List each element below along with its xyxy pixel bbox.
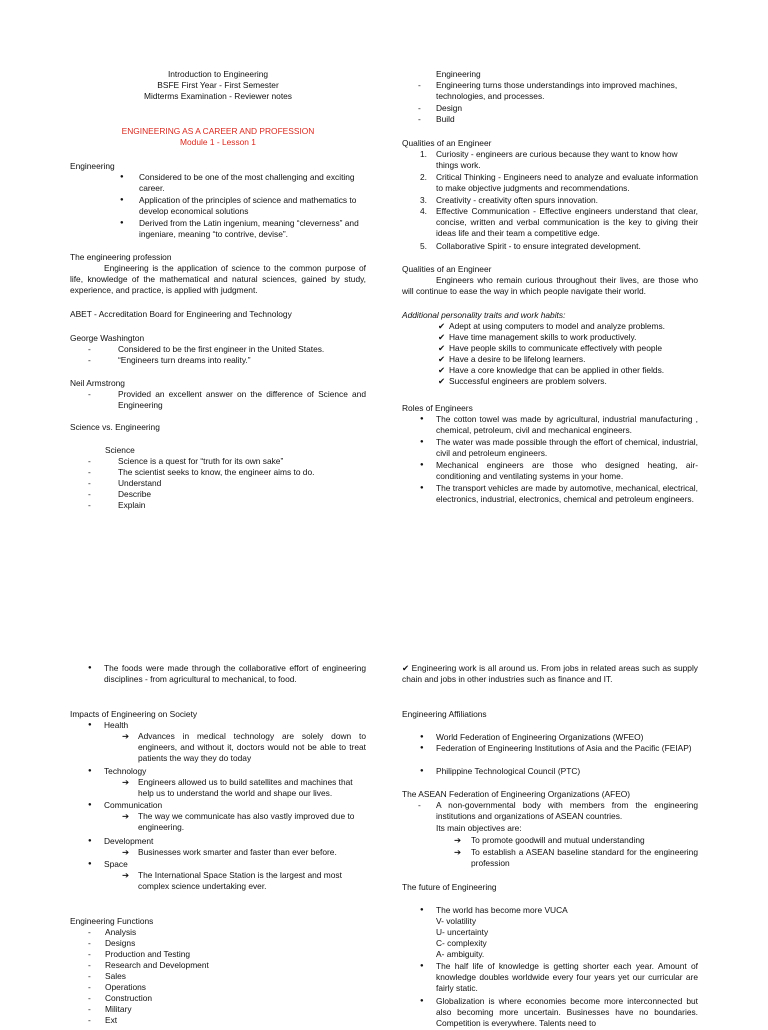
- section-heading-afeo: The ASEAN Federation of Engineering Organizations (AFEO): [402, 789, 631, 799]
- bullet-icon: ●: [120, 174, 124, 180]
- doc-title-line: Introduction to Engineering: [167, 69, 269, 79]
- arrow-icon: ➔: [122, 847, 130, 857]
- list-item: ➔ Advances in medical technology are solely down to engineers, and without it, doctors would not be able to treat patients the way they do today: [122, 731, 366, 764]
- list-item: ● The cotton towel was made by agricultural, industrial manufacturing , chemical, petroleum, civil and mechanical engineers.: [420, 414, 698, 436]
- checkmark-icon: ✔: [438, 332, 446, 342]
- list-item: ● The water was made possible through the effort of chemical, industrial, civil and petroleum engineers.: [420, 437, 698, 459]
- list-item: - A non-governmental body with members from the engineering institutions and organizations of ASEAN countries.: [418, 800, 698, 822]
- checkmark-icon: ✔: [438, 321, 446, 331]
- list-item: - Construction: [88, 993, 153, 1003]
- list-item: ● Technology: [88, 766, 147, 776]
- list-item: ● Communication: [88, 800, 163, 810]
- bullet-icon: ●: [420, 768, 424, 774]
- science-label: Science: [105, 445, 135, 455]
- bullet-icon: ●: [420, 907, 424, 913]
- bullet-icon: ●: [420, 745, 424, 751]
- list-item: - “Engineers turn dreams into reality.”: [88, 355, 251, 365]
- arrow-icon: ➔: [454, 835, 462, 845]
- arrow-icon: ➔: [122, 870, 130, 880]
- doc-title-line: Midterms Examination - Reviewer notes: [143, 91, 292, 101]
- bullet-icon: ●: [88, 861, 92, 867]
- list-item: ● Philippine Technological Council (PTC): [420, 766, 581, 776]
- list-item: ● Globalization is where economies become more interconnected but also becoming more uncertain. Businesses have no boundaries. Competition is everywhere. Talents need to: [420, 996, 698, 1029]
- list-number: 3.: [420, 195, 427, 205]
- bullet-icon: ●: [420, 734, 424, 740]
- dash-icon: -: [88, 927, 91, 937]
- arrow-icon: ➔: [454, 847, 462, 857]
- list-number: 4.: [420, 206, 427, 216]
- dash-icon: -: [88, 489, 91, 499]
- section-heading-roles: Roles of Engineers: [402, 403, 473, 413]
- checkmark-icon: ✔: [402, 663, 410, 673]
- doc-title-line: BSFE First Year - First Semester: [157, 80, 279, 90]
- bullet-icon: ●: [88, 665, 92, 671]
- module-heading: Module 1 - Lesson 1: [180, 137, 256, 147]
- list-item: - Explain: [88, 500, 146, 510]
- list-item: - Designs: [88, 938, 136, 948]
- afeo-objectives-intro: Its main objectives are:: [436, 823, 522, 833]
- section-heading-qualities: Qualities of an Engineer: [402, 138, 492, 148]
- list-item: - Design: [418, 103, 463, 113]
- list-item: - Describe: [88, 489, 152, 499]
- vuca-line: C- complexity: [436, 938, 487, 948]
- list-item: ➔ To promote goodwill and mutual understanding: [454, 835, 645, 845]
- work-paragraph: ✔ Engineering work is all around us. From jobs in related areas such as supply chain and jobs in other industries such as finance and IT.: [402, 663, 698, 685]
- dash-icon: -: [88, 1015, 91, 1025]
- dash-icon: -: [88, 1004, 91, 1014]
- bullet-icon: ●: [120, 220, 124, 226]
- list-number: 2.: [420, 172, 427, 182]
- abet-line: ABET - Accreditation Board for Engineering and Technology: [70, 309, 292, 319]
- list-item: ● The foods were made through the collaborative effort of engineering disciplines - from agricultural to mechanical, to food.: [88, 663, 366, 685]
- bottom-left-column: [70, 660, 366, 1024]
- list-item: ● Health: [88, 720, 129, 730]
- list-item: ➔ Businesses work smarter and faster than ever before.: [122, 847, 337, 857]
- section-heading-affiliations: Engineering Affiliations: [402, 709, 487, 719]
- list-item: ● The half life of knowledge is getting shorter each year. Amount of knowledge doubles worldwide every four years yet our curricular are fairly static.: [420, 961, 698, 994]
- list-item: ● The transport vehicles are made by automotive, mechanical, electrical, electronics, industrial, electronics, chemical and petroleum engineers.: [420, 483, 698, 505]
- list-item: - Science is a quest for “truth for its own sake”: [88, 456, 284, 466]
- list-item: 4. Effective Communication - Effective engineers understand that clear, concise, written and verbal communication is the key to giving their ideas life and their team a competitive edge.: [420, 206, 698, 239]
- list-item: 1. Curiosity - engineers are curious because they want to know how things work.: [420, 149, 678, 171]
- bullet-icon: ●: [420, 485, 424, 491]
- bullet-icon: ●: [88, 838, 92, 844]
- dash-icon: -: [418, 114, 421, 124]
- vuca-line: U- uncertainty: [436, 927, 489, 937]
- bullet-icon: ●: [420, 416, 424, 422]
- list-item: - Ext: [88, 1015, 118, 1025]
- list-item: ● Federation of Engineering Institutions of Asia and the Pacific (FEIAP): [420, 743, 692, 753]
- bullet-icon: ●: [88, 722, 92, 728]
- bullet-icon: ●: [420, 963, 424, 969]
- bottom-right-column: [402, 660, 698, 1029]
- dash-icon: -: [88, 456, 91, 466]
- list-item: - Understand: [88, 478, 162, 488]
- section-heading-washington: George Washington: [70, 333, 145, 343]
- list-item: 3. Creativity - creativity often spurs innovation.: [420, 195, 598, 205]
- list-item: ✔ Successful engineers are problem solvers.: [438, 376, 607, 386]
- list-item: 2. Critical Thinking - Engineers need to analyze and evaluate information to make objective judgments and recommendations.: [420, 172, 698, 194]
- section-heading-profession: The engineering profession: [70, 252, 172, 262]
- dash-icon: -: [88, 389, 91, 399]
- list-item: ● Application of the principles of science and mathematics to develop economical solutions: [120, 195, 357, 217]
- list-item: - Engineering turns those understandings into improved machines, technologies, and processes.: [418, 80, 678, 102]
- bullet-icon: ●: [420, 439, 424, 445]
- list-item: - Operations: [88, 982, 146, 992]
- bullet-icon: ●: [88, 802, 92, 808]
- list-item: - Research and Development: [88, 960, 209, 970]
- vuca-line: V- volatility: [436, 916, 477, 926]
- arrow-icon: ➔: [122, 777, 130, 787]
- list-item: - The scientist seeks to know, the engineer aims to do.: [88, 467, 315, 477]
- list-item: - Military: [88, 1004, 132, 1014]
- dash-icon: -: [88, 500, 91, 510]
- arrow-icon: ➔: [122, 731, 130, 741]
- dash-icon: -: [88, 949, 91, 959]
- module-heading: ENGINEERING AS A CAREER AND PROFESSION: [121, 126, 315, 136]
- dash-icon: -: [88, 355, 91, 365]
- list-item: ● Space: [88, 859, 128, 869]
- list-item: ● The world has become more VUCA: [420, 905, 568, 915]
- list-item: ● World Federation of Engineering Organizations (WFEO): [420, 732, 644, 742]
- list-item: ✔ Have a desire to be lifelong learners.: [438, 354, 586, 364]
- profession-paragraph: Engineering is the application of science to the common purpose of life, knowledge of the mathematical and natural sciences, gained by study, experience, and practice, is applied with judgment.: [70, 263, 366, 296]
- list-item: - Build: [418, 114, 455, 124]
- list-item: ✔ Have a core knowledge that can be applied in other fields.: [438, 365, 665, 375]
- checkmark-icon: ✔: [438, 365, 446, 375]
- list-item: ✔ Have time management skills to work productively.: [438, 332, 637, 342]
- checkmark-icon: ✔: [438, 376, 446, 386]
- list-item: - Production and Testing: [88, 949, 191, 959]
- list-item: ➔ To establish a ASEAN baseline standard for the engineering profession: [454, 847, 698, 869]
- top-left-column: [70, 66, 366, 516]
- dash-icon: -: [88, 960, 91, 970]
- dash-icon: -: [418, 103, 421, 113]
- list-item: 5. Collaborative Spirit - to ensure integrated development.: [420, 241, 641, 251]
- dash-icon: -: [88, 982, 91, 992]
- dash-icon: -: [88, 344, 91, 354]
- section-heading-future: The future of Engineering: [402, 882, 497, 892]
- list-item: ● Considered to be one of the most challenging and exciting career.: [120, 172, 355, 194]
- bullet-icon: ●: [420, 462, 424, 468]
- engineering-label: Engineering: [436, 69, 481, 79]
- dash-icon: -: [418, 80, 421, 90]
- list-item: ● Development: [88, 836, 154, 846]
- list-item: ➔ The International Space Station is the largest and most complex science undertaking ever.: [122, 870, 342, 892]
- checkmark-icon: ✔: [438, 343, 446, 353]
- list-item: ● Derived from the Latin ingenium, meaning “cleverness” and ingeniare, meaning “to contrive, devise”.: [120, 218, 359, 240]
- qualities-paragraph: Engineers who remain curious throughout their lives, are those who will continue to ease the way in which people navigate their world.: [402, 275, 698, 297]
- section-heading-sci-vs-eng: Science vs. Engineering: [70, 422, 160, 432]
- section-heading-engineering: Engineering: [70, 161, 115, 171]
- section-heading-impacts: Impacts of Engineering on Society: [70, 709, 198, 719]
- section-heading-armstrong: Neil Armstrong: [70, 378, 125, 388]
- list-item: ✔ Adept at using computers to model and analyze problems.: [438, 321, 666, 331]
- top-right-column: [402, 66, 698, 526]
- list-item: - Provided an excellent answer on the difference of Science and Engineering: [88, 389, 366, 411]
- section-heading-functions: Engineering Functions: [70, 916, 154, 926]
- list-number: 1.: [420, 149, 427, 159]
- checkmark-icon: ✔: [438, 354, 446, 364]
- list-item: - Sales: [88, 971, 126, 981]
- dash-icon: -: [418, 800, 421, 810]
- bullet-icon: ●: [88, 768, 92, 774]
- dash-icon: -: [88, 478, 91, 488]
- list-item: - Analysis: [88, 927, 137, 937]
- dash-icon: -: [88, 467, 91, 477]
- section-heading-qualities-2: Qualities of an Engineer: [402, 264, 492, 274]
- dash-icon: -: [88, 938, 91, 948]
- dash-icon: -: [88, 971, 91, 981]
- list-item: ➔ Engineers allowed us to build satellites and machines that help us to understand the world and shape our lives.: [122, 777, 353, 799]
- list-number: 5.: [420, 241, 427, 251]
- list-item: ➔ The way we communicate has also vastly improved due to engineering.: [122, 811, 355, 833]
- list-item: ● Mechanical engineers are those who designed heating, air-conditioning and ventilating systems in your home.: [420, 460, 698, 482]
- traits-heading: Additional personality traits and work habits:: [402, 310, 566, 320]
- dash-icon: -: [88, 993, 91, 1003]
- bullet-icon: ●: [120, 197, 124, 203]
- list-item: ✔ Have people skills to communicate effectively with people: [438, 343, 663, 353]
- arrow-icon: ➔: [122, 811, 130, 821]
- vuca-line: A- ambiguity.: [436, 949, 485, 959]
- bullet-icon: ●: [420, 998, 424, 1004]
- list-item: - Considered to be the first engineer in the United States.: [88, 344, 325, 354]
